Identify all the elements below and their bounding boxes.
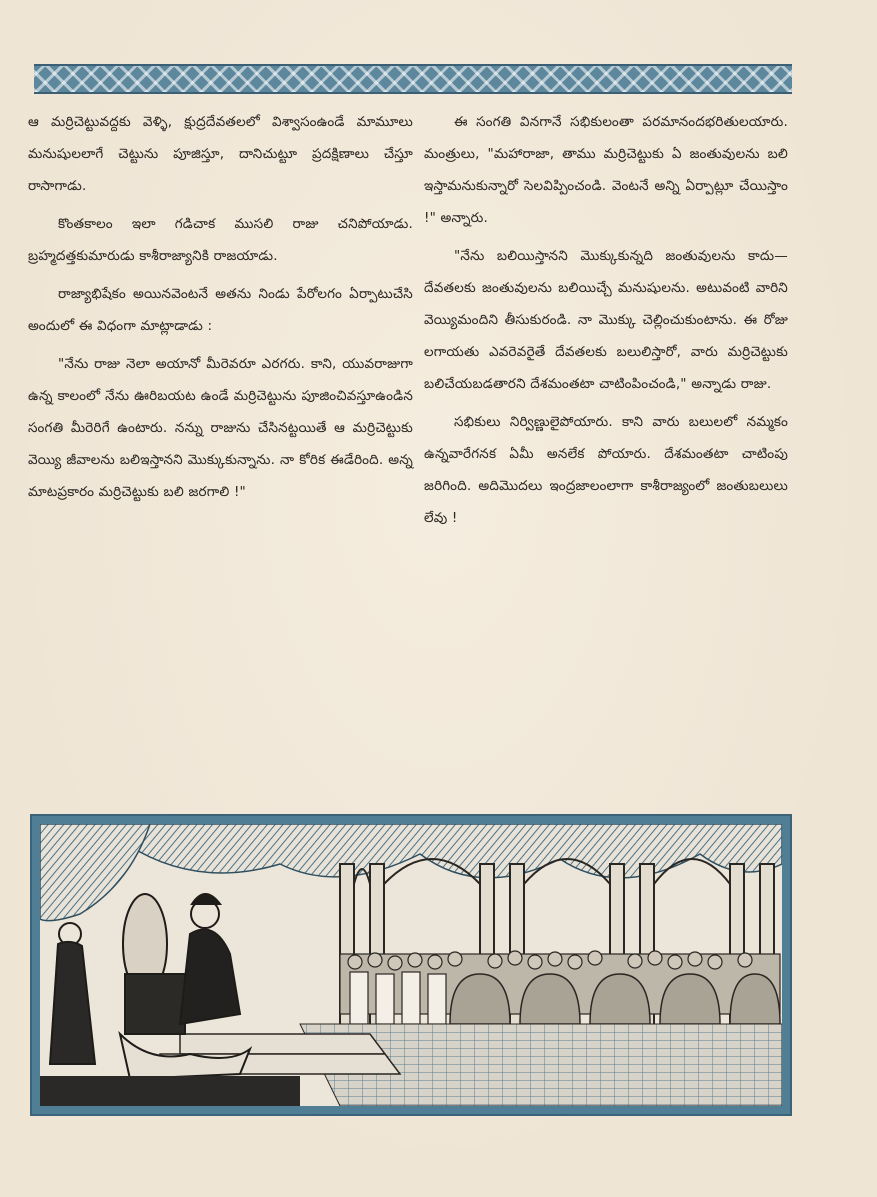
paragraph: "నేను రాజు నెలా అయానో మీరెవరూ ఎరగరు. కాని, యువరాజుగా ఉన్న కాలంలో నేను ఊరిబయట ఉండే మర్రిచెట్టును పూజించివస్తూఉండిన సంగతి మీరెరిగే ఉంటారు. నన్ను రాజును చేసినట్టయితే ఆ మర్రిచెట్టుకు వెయ్యి జీవాలను బలిఇస్తానని మొక్కుకున్నాను. నా కోరిక ఈడేరింది. అన్న మాటప్రకారం మర్రిచెట్టుకు బలి జరగాలి !"	[28, 356, 413, 500]
paragraph: "నేను బలియిస్తానని మొక్కుకున్నది జంతువులను కాదు—దేవతలకు జంతువులను బలియిచ్చే మనుషులను. అటువంటి వారిని వెయ్యిమందిని తీసుకురండి. నా మొక్కు చెల్లించుకుంటాను. ఈ రోజు లగాయతు ఎవరెవరైతే దేవతలకు బలులిస్తారో, వారు మర్రిచెట్టుకు బలిచేయబడతారని దేశమంతటా చాటింపించండి," అన్నాడు రాజు.	[424, 248, 788, 392]
court-scene-illustration	[30, 814, 792, 1116]
court-scene-drawing	[40, 824, 782, 1106]
paragraph: ఈ సంగతి వినగానే సభికులంతా పరమానందభరితులయారు. మంత్రులు, "మహారాజా, తాము మర్రిచెట్టుకు ఏ జంతువులను బలి ఇస్తామనుకున్నారో సెలవిప్పించండి. వెంటనే అన్ని ఏర్పాట్లూ చేయిస్తాం !" అన్నారు.	[424, 114, 788, 226]
paragraph: కొంతకాలం ఇలా గడిచాక ముసలి రాజు చనిపోయాడు. బ్రహ్మదత్తకుమారుడు కాశీరాజ్యానికి రాజయాడు.	[28, 216, 413, 264]
decorative-border	[34, 64, 792, 94]
right-text-column	[424, 106, 788, 540]
left-text-column	[28, 106, 413, 514]
paragraph: ఆ మర్రిచెట్టువద్దకు వెళ్ళి, క్షుద్రదేవతలలో విశ్వాసంఉండే మామూలు మనుషులలాగే చెట్టును పూజిస్తూ, దానిచుట్టూ ప్రదక్షిణాలు చేస్తూ రాసాగాడు.	[28, 114, 413, 194]
paragraph: రాజ్యాభిషేకం అయినవెంటనే అతను నిండు పేరోలగం ఏర్పాటుచేసి అందులో ఈ విధంగా మాట్లాడాడు :	[28, 286, 413, 334]
paragraph: సభికులు నిర్విణ్ణులైపోయారు. కాని వారు బలులలో నమ్మకం ఉన్నవారేగనక ఏమీ అనలేక పోయారు. దేశమంతటా చాటింపు జరిగింది. అదిమొదలు ఇంద్రజాలంలాగా కాశీరాజ్యంలో జంతుబలులు లేవు !	[424, 414, 788, 526]
